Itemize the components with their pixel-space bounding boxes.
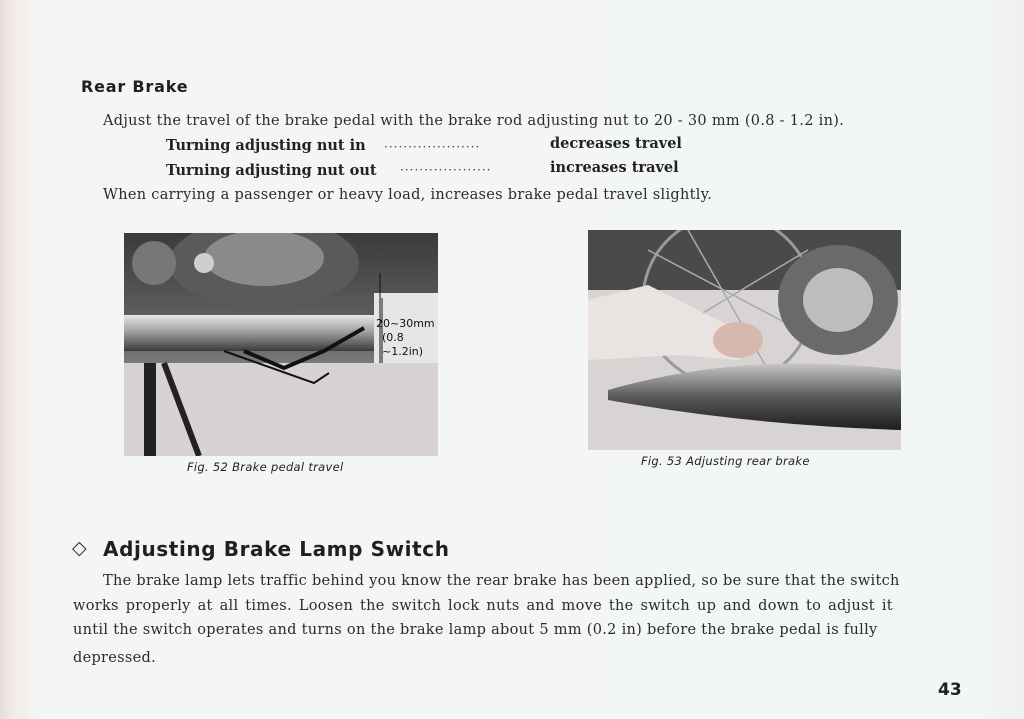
lamp-switch-paragraph-line-2: works properly at all times. Loosen the switch lock nuts and move the switch up and down to adjust it (73, 598, 893, 614)
diamond-bullet-icon: ◇ (72, 537, 87, 559)
lamp-switch-paragraph-line-1: The brake lamp lets traffic behind you know the rear brake has been applied, so be sure that the switch (103, 573, 900, 589)
brake-pedal-photo-illustration (124, 233, 438, 456)
adjusting-rear-brake-photo-illustration (588, 230, 901, 450)
figure-53-photo (588, 230, 901, 450)
rear-brake-intro: Adjust the travel of the brake pedal with the brake rod adjusting nut to 20 - 30 mm (0.8 - 1.2 in). (103, 113, 845, 129)
figure-52-caption: Fig. 52 Brake pedal travel (187, 460, 344, 474)
section-heading-brake-lamp-switch: Adjusting Brake Lamp Switch (103, 537, 450, 561)
figure-53-caption: Fig. 53 Adjusting rear brake (641, 454, 810, 468)
page-number: 43 (938, 680, 962, 700)
figure-52-annotation-range: 20~30mm (376, 317, 435, 330)
lamp-switch-paragraph-line-4: depressed. (73, 650, 157, 666)
adjustment-label-out: Turning adjusting nut out (166, 162, 377, 179)
leader-dots-in: ···················· (384, 140, 481, 154)
figure-52-photo (124, 233, 438, 456)
adjustment-result-in: decreases travel (550, 135, 682, 152)
figure-52-annotation-inch-end: ~1.2in) (382, 345, 424, 358)
lamp-switch-paragraph-line-3: until the switch operates and turns on the brake lamp about 5 mm (0.2 in) before the brake pedal is fully (73, 622, 878, 638)
figure-52-annotation-inch-start: (0.8 (382, 331, 404, 344)
adjustment-result-out: increases travel (550, 159, 679, 176)
rear-brake-note: When carrying a passenger or heavy load, increases brake pedal travel slightly. (103, 187, 713, 203)
leader-dots-out: ··················· (400, 163, 492, 177)
section-heading-rear-brake: Rear Brake (81, 77, 189, 96)
adjustment-label-in: Turning adjusting nut in (166, 137, 366, 154)
